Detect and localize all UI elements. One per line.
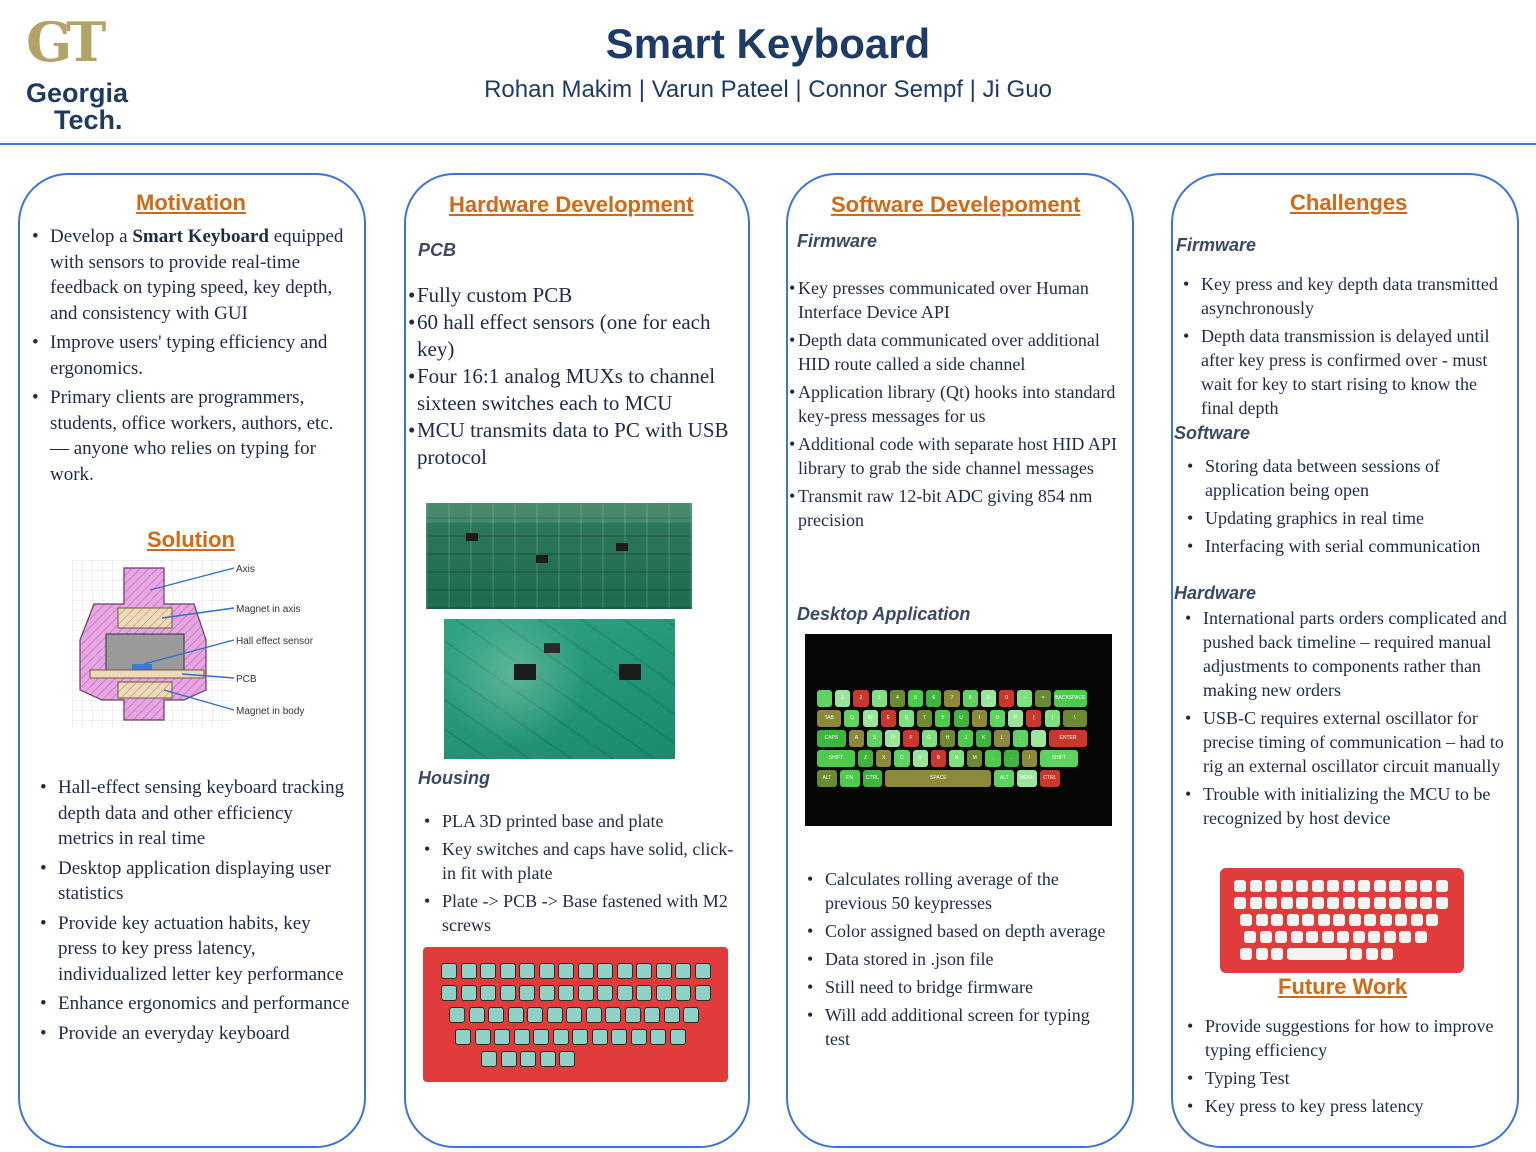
- app-key: Q: [844, 710, 859, 727]
- switch-cap: [494, 1029, 510, 1045]
- switch-cap: [455, 1029, 471, 1045]
- app-key: 5: [908, 690, 923, 707]
- solution-item: • Enhance ergonomics and performance: [38, 991, 350, 1017]
- housing-subheading: Housing: [418, 768, 490, 788]
- keycap: [1420, 897, 1432, 909]
- logo-wordmark-line1: Georgia: [26, 78, 129, 108]
- diagram-label: PCB: [236, 674, 257, 685]
- switch-cap: [533, 1029, 549, 1045]
- keycap: [1395, 914, 1407, 926]
- keycap: [1287, 914, 1299, 926]
- pcb-subheading: PCB: [418, 240, 457, 260]
- switch-cap: [683, 1007, 699, 1023]
- keycap: [1420, 880, 1432, 892]
- app-key: 4: [890, 690, 905, 707]
- keycap: [1358, 880, 1370, 892]
- app-key: =: [1035, 690, 1050, 707]
- switch-cap: [605, 1007, 621, 1023]
- switch-cap: [519, 985, 535, 1001]
- desktop-item: • Still need to bridge firmware: [805, 975, 1115, 999]
- switch-cap: [597, 985, 613, 1001]
- app-key: 2: [853, 690, 868, 707]
- app-key: R: [899, 710, 914, 727]
- switch-cap: [500, 963, 516, 979]
- keycap: [1250, 880, 1262, 892]
- app-key: H: [940, 730, 955, 747]
- solution-heading: Solution: [147, 527, 235, 552]
- solution-item: • Hall-effect sensing keyboard tracking depth data and other efficiency metrics in real time: [38, 775, 350, 852]
- housing-item: • PLA 3D printed base and plate: [422, 809, 740, 833]
- app-key: ;: [1013, 730, 1028, 747]
- keycap: [1296, 897, 1308, 909]
- switch-cap: [553, 1029, 569, 1045]
- switch-cap: [636, 985, 652, 1001]
- firmware-item: • Transmit raw 12-bit ADC giving 854 nm precision: [790, 484, 1120, 532]
- keycap: [1381, 948, 1393, 960]
- app-key: 9: [981, 690, 996, 707]
- switch-cap: [475, 1029, 491, 1045]
- switch-cap: [670, 1029, 686, 1045]
- app-key: /: [1022, 750, 1037, 767]
- pcb-item: • Four 16:1 analog MUXs to channel sixteen switches each to MCU: [409, 363, 729, 417]
- app-key: FN: [840, 770, 860, 787]
- switch-cap: [636, 963, 652, 979]
- keycap: [1296, 880, 1308, 892]
- challenges-hardware-subheading: Hardware: [1174, 583, 1257, 603]
- keycap: [1306, 931, 1318, 943]
- switch-cap: [566, 1007, 582, 1023]
- switch-cap: [695, 963, 711, 979]
- switch-cap: [572, 1029, 588, 1045]
- app-key: J: [958, 730, 973, 747]
- keycap: [1244, 931, 1256, 943]
- switch-cap: [519, 963, 535, 979]
- app-key: B: [931, 750, 946, 767]
- switch-cap: [539, 985, 555, 1001]
- pcb-photo-top: [426, 503, 692, 609]
- housing-photo: [423, 947, 728, 1082]
- keycap: [1333, 914, 1345, 926]
- keycap: [1322, 931, 1334, 943]
- app-key: K: [976, 730, 991, 747]
- app-key: ENTER: [1049, 730, 1087, 747]
- software-heading: Software Develepoment: [831, 192, 1081, 217]
- keycap: [1349, 914, 1361, 926]
- keycap: [1366, 948, 1378, 960]
- keycap: [1302, 914, 1314, 926]
- challenges-firmware-list: [1181, 272, 1511, 424]
- keycap: [1380, 914, 1392, 926]
- app-key: 6: [926, 690, 941, 707]
- pcb-item: • 60 hall effect sensors (one for each key): [409, 309, 729, 363]
- app-key: A: [849, 730, 864, 747]
- switch-cap: [480, 963, 496, 979]
- keycap: [1287, 948, 1347, 960]
- pcb-photo-closeup: [444, 619, 675, 759]
- app-key: O: [990, 710, 1005, 727]
- future-work-item: • Key press to key press latency: [1185, 1094, 1505, 1118]
- app-key: T: [917, 710, 932, 727]
- hall-sensor-diagram: [72, 560, 322, 728]
- pcb-list: [409, 282, 729, 471]
- switch-cap: [500, 985, 516, 1001]
- hall-sensor-diagram-svg: [72, 560, 322, 728]
- switch-cap: [481, 1051, 497, 1067]
- switch-cap: [441, 985, 457, 1001]
- switch-cap: [656, 985, 672, 1001]
- switch-cap: [514, 1029, 530, 1045]
- keycap: [1240, 948, 1252, 960]
- keycap: [1265, 897, 1277, 909]
- app-key: `: [817, 690, 832, 707]
- future-work-list: [1185, 1014, 1505, 1122]
- firmware-item: • Application library (Qt) hooks into standard key-press messages for us: [790, 380, 1120, 428]
- keycap: [1281, 880, 1293, 892]
- keycap: [1384, 931, 1396, 943]
- switch-cap: [488, 1007, 504, 1023]
- switch-cap: [631, 1029, 647, 1045]
- keycap: [1260, 931, 1272, 943]
- app-key: .: [1004, 750, 1019, 767]
- future-work-item: • Provide suggestions for how to improve typing efficiency: [1185, 1014, 1505, 1062]
- app-key: D: [885, 730, 900, 747]
- motivation-list: [30, 224, 350, 491]
- challenges-hardware-item: • USB-C requires external oscillator for precise timing of communication – had to rig an external oscillator circuit manually: [1183, 706, 1513, 778]
- keycap: [1256, 948, 1268, 960]
- switch-cap: [508, 1007, 524, 1023]
- keycap: [1364, 914, 1376, 926]
- diagram-label: Magnet in axis: [236, 604, 301, 615]
- keycap: [1389, 880, 1401, 892]
- switch-cap: [520, 1051, 536, 1067]
- diagram-label: Magnet in body: [236, 706, 305, 717]
- keycap: [1343, 880, 1355, 892]
- challenges-hardware-item: • Trouble with initializing the MCU to be recognized by host device: [1183, 782, 1513, 830]
- app-key: 0: [999, 690, 1014, 707]
- app-key: MENU: [1017, 770, 1037, 787]
- app-key: P: [1008, 710, 1023, 727]
- keycap: [1368, 931, 1380, 943]
- firmware-item: • Depth data communicated over additional HID route called a side channel: [790, 328, 1120, 376]
- app-key: SPACE: [885, 770, 991, 787]
- switch-cap: [449, 1007, 465, 1023]
- keycap: [1240, 914, 1252, 926]
- keycap: [1318, 914, 1330, 926]
- app-key: Y: [935, 710, 950, 727]
- keycap: [1271, 948, 1283, 960]
- housing-list: [422, 809, 740, 941]
- keycap: [1234, 897, 1246, 909]
- app-key: L: [994, 730, 1009, 747]
- housing-item: • Plate -> PCB -> Base fastened with M2 screws: [422, 889, 740, 937]
- keycap: [1312, 897, 1324, 909]
- keycap: [1426, 914, 1438, 926]
- switch-cap: [675, 985, 691, 1001]
- keycap: [1436, 897, 1448, 909]
- keyboard-photo: [1220, 868, 1464, 973]
- switch-cap: [695, 985, 711, 1001]
- app-key: N: [949, 750, 964, 767]
- switch-cap: [675, 963, 691, 979]
- app-key: 3: [872, 690, 887, 707]
- app-key: TAB: [817, 710, 841, 727]
- app-key: 1: [835, 690, 850, 707]
- challenges-software-item: • Interfacing with serial communication: [1185, 534, 1505, 558]
- app-key: 8: [963, 690, 978, 707]
- switch-cap: [611, 1029, 627, 1045]
- firmware-list: [790, 276, 1120, 536]
- firmware-subheading: Firmware: [797, 231, 878, 251]
- keycap: [1415, 931, 1427, 943]
- keycap: [1291, 931, 1303, 943]
- future-work-item: • Typing Test: [1185, 1066, 1505, 1090]
- challenges-software-item: • Storing data between sessions of application being open: [1185, 454, 1505, 502]
- keycap: [1436, 880, 1448, 892]
- poster-authors: Rohan Makim | Varun Pateel | Connor Sempf | Ji Guo: [484, 76, 1052, 103]
- switch-cap: [597, 963, 613, 979]
- logo-wordmark-line2: Tech.: [54, 105, 123, 135]
- switch-cap: [469, 1007, 485, 1023]
- keycap: [1281, 897, 1293, 909]
- app-key: C: [894, 750, 909, 767]
- app-key: CTRL: [863, 770, 883, 787]
- keycap: [1353, 931, 1365, 943]
- app-key: W: [863, 710, 878, 727]
- switch-cap: [501, 1051, 517, 1067]
- poster-title: Smart Keyboard: [605, 20, 931, 67]
- magnet-in-body: [118, 682, 172, 698]
- housing-item: • Key switches and caps have solid, click-in fit with plate: [422, 837, 740, 885]
- desktop-item: • Data stored in .json file: [805, 947, 1115, 971]
- keycap: [1389, 897, 1401, 909]
- switch-cap: [617, 985, 633, 1001]
- desktop-item: • Color assigned based on depth average: [805, 919, 1115, 943]
- keycap: [1312, 880, 1324, 892]
- app-key: SHIFT: [817, 750, 855, 767]
- keycap: [1399, 931, 1411, 943]
- app-key: F: [903, 730, 918, 747]
- switch-cap: [578, 963, 594, 979]
- app-key: U: [954, 710, 969, 727]
- switch-cap: [558, 963, 574, 979]
- app-key: G: [922, 730, 937, 747]
- switch-cap: [540, 1051, 556, 1067]
- switch-cap: [578, 985, 594, 1001]
- switch-cap: [461, 985, 477, 1001]
- motivation-item: • Primary clients are programmers, students, office workers, authors, etc. — anyone who relies on typing for work.: [30, 385, 350, 487]
- keycap: [1250, 897, 1262, 909]
- desktop-app-subheading: Desktop Application: [797, 604, 971, 624]
- switch-cap: [592, 1029, 608, 1045]
- keycap: [1256, 914, 1268, 926]
- switch-cap: [586, 1007, 602, 1023]
- desktop-list: [805, 867, 1115, 1055]
- app-key: [: [1026, 710, 1041, 727]
- keycap: [1350, 948, 1362, 960]
- keycap: [1411, 914, 1423, 926]
- app-key: ,: [985, 750, 1000, 767]
- app-key: I: [972, 710, 987, 727]
- challenges-firmware-item: • Key press and key depth data transmitted asynchronously: [1181, 272, 1511, 320]
- app-key: M: [967, 750, 982, 767]
- app-key: ': [1031, 730, 1046, 747]
- switch-cap: [547, 1007, 563, 1023]
- app-key: BACKSPACE: [1054, 690, 1087, 707]
- keycap: [1337, 931, 1349, 943]
- switch-cap: [441, 963, 457, 979]
- keycap: [1327, 880, 1339, 892]
- motivation-item: • Improve users' typing efficiency and ergonomics.: [30, 330, 350, 381]
- keycap: [1374, 897, 1386, 909]
- desktop-item: • Will add additional screen for typing test: [805, 1003, 1115, 1051]
- solution-item: • Provide an everyday keyboard: [38, 1021, 350, 1047]
- pcb-item: • MCU transmits data to PC with USB protocol: [409, 417, 729, 471]
- app-key: CTRL: [1040, 770, 1060, 787]
- firmware-item: • Key presses communicated over Human Interface Device API: [790, 276, 1120, 324]
- desktop-item: • Calculates rolling average of the previous 50 keypresses: [805, 867, 1115, 915]
- app-key: S: [867, 730, 882, 747]
- app-key: E: [881, 710, 896, 727]
- solution-item: • Provide key actuation habits, key press to key press latency, individualized letter key performance: [38, 911, 350, 988]
- keycap: [1343, 897, 1355, 909]
- app-key: ALT: [817, 770, 837, 787]
- solution-item: • Desktop application displaying user statistics: [38, 856, 350, 907]
- hardware-heading: Hardware Development: [449, 192, 694, 217]
- app-key: SHIFT: [1040, 750, 1078, 767]
- challenges-software-subheading: Software: [1174, 423, 1251, 443]
- challenges-heading: Challenges: [1290, 190, 1408, 215]
- switch-cap: [539, 963, 555, 979]
- motivation-heading: Motivation: [136, 190, 246, 215]
- switch-cap: [617, 963, 633, 979]
- app-key: \: [1063, 710, 1087, 727]
- diagram-label: Axis: [236, 564, 255, 575]
- keycap: [1358, 897, 1370, 909]
- header-divider: [0, 143, 1536, 145]
- pcb-item: • Fully custom PCB: [409, 282, 729, 309]
- switch-cap: [664, 1007, 680, 1023]
- app-key: V: [913, 750, 928, 767]
- switch-cap: [461, 963, 477, 979]
- challenges-firmware-item: • Depth data transmission is delayed until after key press is confirmed over - must wait for key to start rising to know the final depth: [1181, 324, 1511, 420]
- keycap: [1405, 897, 1417, 909]
- switch-cap: [558, 985, 574, 1001]
- desktop-app-screenshot: [805, 634, 1112, 826]
- challenges-hardware-list: [1183, 606, 1513, 834]
- switch-cap: [625, 1007, 641, 1023]
- future-work-heading: Future Work: [1278, 974, 1408, 999]
- keycap: [1275, 931, 1287, 943]
- switch-cap: [650, 1029, 666, 1045]
- challenges-software-item: • Updating graphics in real time: [1185, 506, 1505, 530]
- switch-cap: [644, 1007, 660, 1023]
- motivation-item: • Develop a Smart Keyboard equipped with sensors to provide real-time feedback on typing speed, key depth, and consistency with GUI: [30, 224, 350, 326]
- keycap: [1234, 880, 1246, 892]
- keycap: [1405, 880, 1417, 892]
- app-key: -: [1017, 690, 1032, 707]
- switch-cap: [480, 985, 496, 1001]
- diagram-label: Hall effect sensor: [236, 636, 314, 647]
- logo-monogram: GT: [26, 10, 101, 74]
- switch-cap: [527, 1007, 543, 1023]
- app-key: Z: [858, 750, 873, 767]
- firmware-item: • Additional code with separate host HID API library to grab the side channel messages: [790, 432, 1120, 480]
- challenges-firmware-subheading: Firmware: [1176, 235, 1257, 255]
- app-key: X: [876, 750, 891, 767]
- app-key: 7: [944, 690, 959, 707]
- keycap: [1327, 897, 1339, 909]
- keycap: [1271, 914, 1283, 926]
- keycap: [1374, 880, 1386, 892]
- app-key: CAPS: [817, 730, 846, 747]
- challenges-hardware-item: • International parts orders complicated and pushed back timeline – required manual adjustments to components rather than making new orders: [1183, 606, 1513, 702]
- switch-cap: [559, 1051, 575, 1067]
- switch-cap: [656, 963, 672, 979]
- challenges-software-list: [1185, 454, 1505, 562]
- keycap: [1265, 880, 1277, 892]
- app-key: ALT: [994, 770, 1014, 787]
- app-key: ]: [1045, 710, 1060, 727]
- solution-list: [38, 775, 350, 1050]
